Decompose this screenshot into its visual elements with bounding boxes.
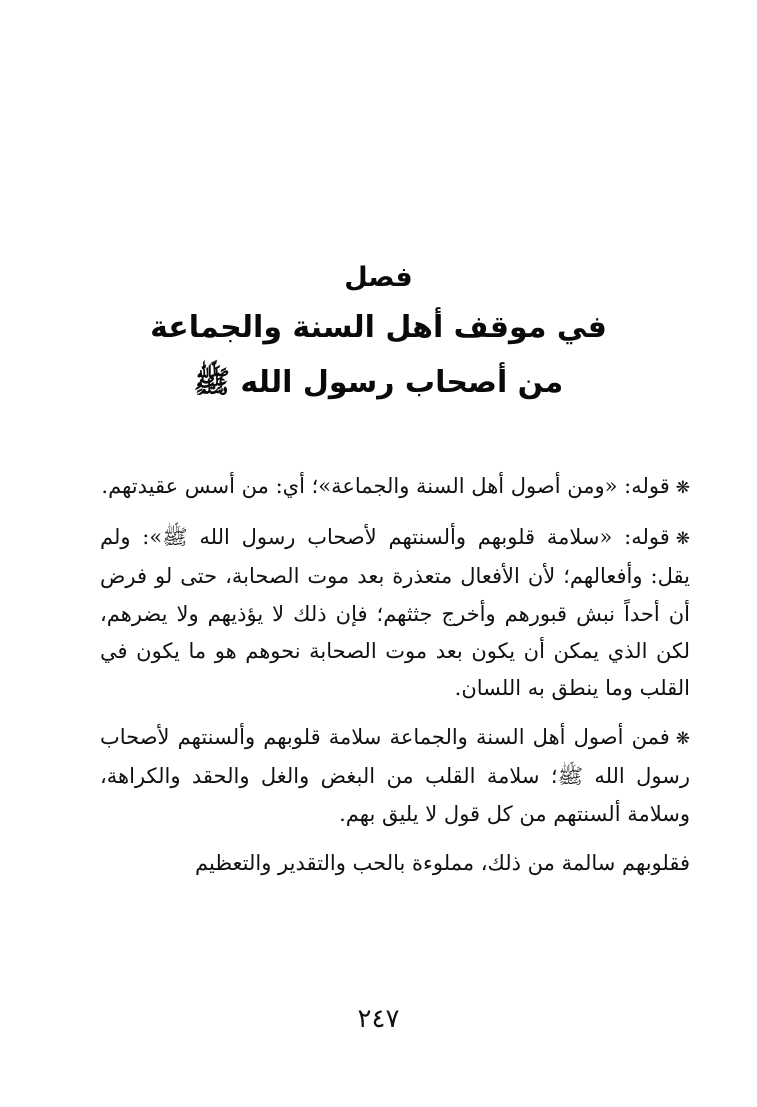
- star-marker-icon: ❋: [675, 529, 690, 550]
- paragraph-text: فمن أصول أهل السنة والجماعة سلامة قلوبهم وألسنتهم لأصحاب رسول الله ﷺ؛ سلامة القلب من البغض والغل والحقد والكراهة، وسلامة ألسنتهم من كل قول لا يليق بهم.: [100, 725, 690, 826]
- paragraph-text: قوله: «سلامة قلوبهم وألسنتهم لأصحاب رسول الله ﷺ»: ولم يقل: وأفعالهم؛ لأن الأفعال متعذرة بعد موت الصحابة، حتى لو فرض أن أحداً نبش قبورهم وأخرج جثثهم؛ فإن ذلك لا يؤذيهم ولا يضرهم، لكن الذي يمكن أن يكون بعد موت الصحابة نحوهم هو ما يكون في القلب وما ينطق به اللسان.: [100, 525, 690, 701]
- star-marker-icon: ❋: [675, 478, 690, 498]
- body-text: [100, 468, 690, 894]
- page-number: ٢٤٧: [357, 1004, 400, 1034]
- paragraph-4: [100, 845, 690, 882]
- section-subtitle: في موقف أهل السنة والجماعة: [150, 310, 607, 345]
- star-marker-icon: ❋: [675, 729, 690, 750]
- paragraph-1: [100, 468, 690, 507]
- paragraph-3: [100, 719, 690, 833]
- section-title: فصل: [344, 262, 413, 293]
- paragraph-text: قوله: «ومن أصول أهل السنة والجماعة»؛ أي: من أسس عقيدتهم.: [101, 474, 670, 498]
- section-subtitle-second-line: من أصحاب رسول الله ﷺ: [193, 365, 564, 400]
- paragraph-2: [100, 519, 690, 707]
- paragraph-text: فقلوبهم سالمة من ذلك، مملوءة بالحب والتقدير والتعظيم: [195, 850, 690, 875]
